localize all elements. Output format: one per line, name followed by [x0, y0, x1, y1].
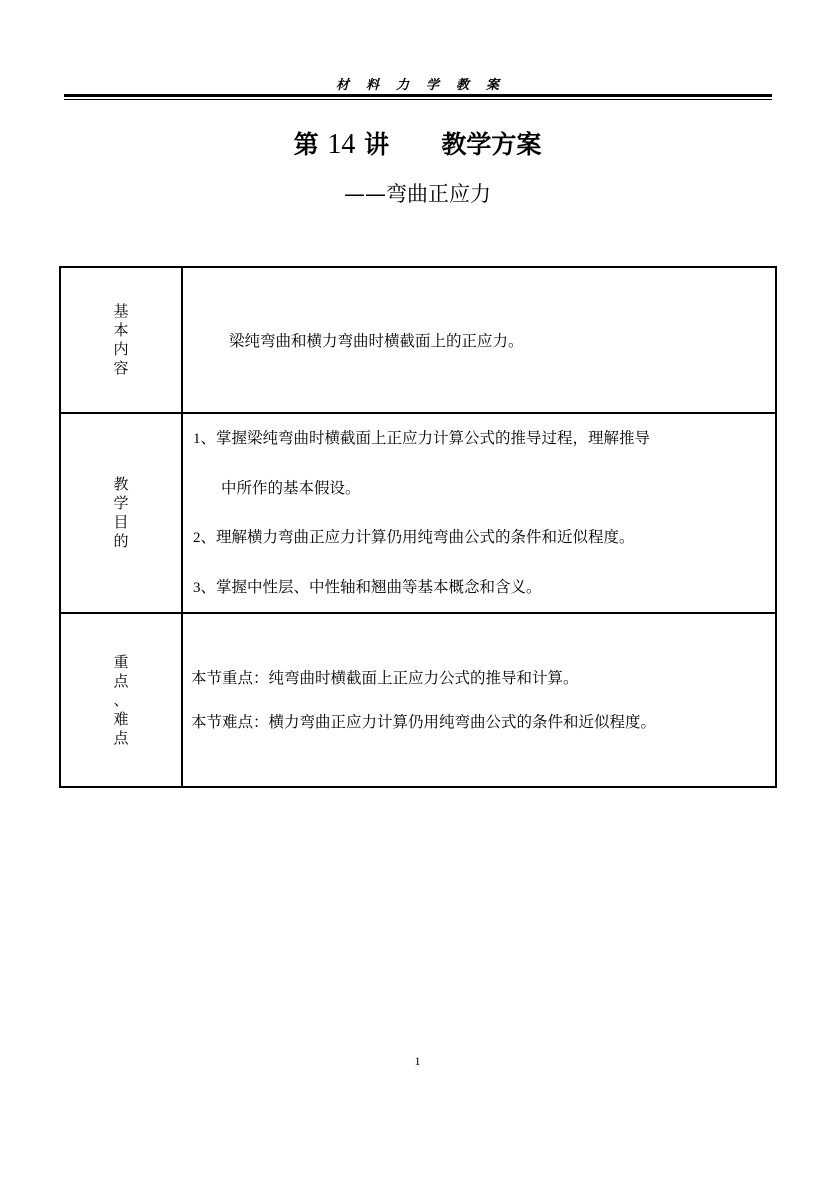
label-char: 学: [113, 494, 129, 512]
table-row-key-points: [60, 613, 776, 787]
label-char: 目: [113, 513, 129, 531]
page-subtitle: ——弯曲正应力: [344, 182, 491, 206]
page-title: [0, 125, 835, 161]
title-gap: [389, 130, 441, 159]
goal-text: 中所作的基本假设。: [221, 478, 361, 497]
title-lecture: 讲: [364, 130, 390, 159]
label-char: 点: [113, 671, 129, 690]
goal-item-continuation: [193, 475, 775, 502]
label-char: 重: [113, 652, 129, 671]
label-char: 内: [113, 340, 129, 358]
goal-number: 1: [193, 430, 201, 447]
goal-separator: 、: [200, 428, 217, 447]
label-key-difficult-points: [60, 613, 182, 787]
table-row-teaching-goals: [60, 413, 776, 613]
teaching-plan-table: [59, 266, 777, 788]
key-points-content: [182, 613, 776, 787]
key-point-line: 本节重点：纯弯曲时横截面上正应力公式的推导和计算。: [191, 669, 579, 687]
page-number: 1: [414, 1054, 421, 1068]
label-teaching-goals: [60, 413, 182, 613]
label-char: 教: [113, 475, 129, 493]
goal-text: 掌握梁纯弯曲时横截面上正应力计算公式的推导过程，理解推导: [216, 428, 651, 447]
goal-number: 2: [193, 529, 201, 546]
label-char: 本: [113, 321, 129, 339]
running-header: 材料力学教案: [335, 78, 516, 93]
header-rule-thin: [64, 99, 772, 100]
basic-content-text: 梁纯弯曲和横力弯曲时横截面上的正应力。: [182, 267, 776, 413]
label-char: 容: [113, 359, 129, 377]
teaching-goals-list: [182, 413, 776, 613]
goal-separator: 、: [200, 527, 217, 546]
difficult-point-line: 本节难点：横力弯曲正应力计算仍用纯弯曲公式的条件和近似程度。: [191, 713, 657, 731]
goal-number: 3: [193, 579, 201, 596]
goal-item: [193, 524, 775, 552]
label-char: 难: [113, 709, 129, 728]
title-number: 14: [327, 129, 356, 160]
header-rule-thick: [64, 94, 772, 97]
title-main: 教学方案: [441, 130, 542, 159]
goal-item: [193, 425, 775, 453]
label-char: 点: [113, 728, 129, 747]
goal-text: 理解横力弯曲正应力计算仍用纯弯曲公式的条件和近似程度。: [216, 527, 635, 546]
goal-item: [193, 574, 775, 602]
label-char: 基: [113, 302, 129, 320]
title-prefix: 第: [293, 130, 319, 159]
label-char: 、: [113, 690, 129, 709]
goal-text: 掌握中性层、中性轴和翘曲等基本概念和含义。: [216, 577, 542, 596]
goal-separator: 、: [200, 577, 217, 596]
label-char: 的: [113, 532, 129, 550]
table-row-basic-content: [60, 267, 776, 413]
label-basic-content: [60, 267, 182, 413]
